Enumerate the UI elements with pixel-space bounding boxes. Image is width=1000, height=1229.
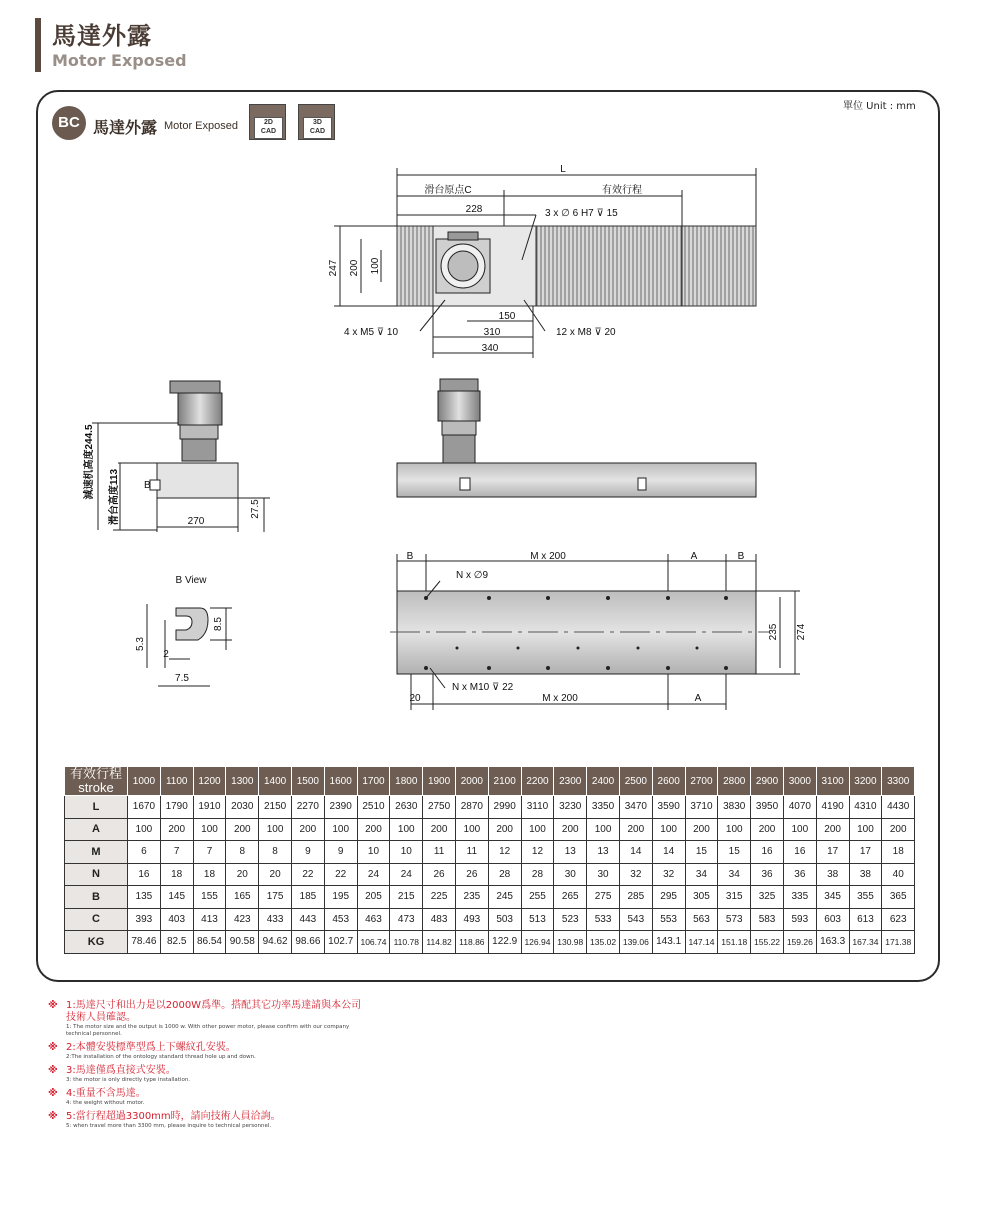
table-cell: 22 <box>291 863 324 886</box>
table-cell: 2150 <box>259 796 292 819</box>
table-header-stroke-value: 2600 <box>652 767 685 796</box>
table-cell: 200 <box>357 818 390 841</box>
table-cell: 305 <box>685 886 718 909</box>
table-row-label: KG <box>65 931 128 954</box>
table-cell: 2510 <box>357 796 390 819</box>
table-cell: 3110 <box>521 796 554 819</box>
dim-2: 2 <box>163 649 169 660</box>
table-cell: 255 <box>521 886 554 909</box>
table-cell: 403 <box>160 908 193 931</box>
model-badge: BC <box>52 106 86 140</box>
table-cell: 14 <box>652 841 685 864</box>
table-header-stroke-value: 1500 <box>291 767 324 796</box>
table-cell: 200 <box>685 818 718 841</box>
table-header-row <box>65 767 915 796</box>
dim-7-5: 7.5 <box>175 673 189 684</box>
table-cell: 573 <box>718 908 751 931</box>
table-header-stroke-value: 2000 <box>455 767 488 796</box>
table-cell: 3230 <box>554 796 587 819</box>
table-header-stroke-value: 2800 <box>718 767 751 796</box>
table-cell: 30 <box>587 863 620 886</box>
table-cell: 463 <box>357 908 390 931</box>
cad-2d-download-icon[interactable]: 2D CAD <box>249 104 286 140</box>
note-text-en: 5: when travel more than 3300 mm, please inquire to technical personnel. <box>66 1123 272 1129</box>
table-header-stroke-value: 2700 <box>685 767 718 796</box>
note-text-en: 1: The motor size and the output is 1000 w. With other power motor, please confirm with our company technical personnel. <box>66 1024 350 1037</box>
table-cell: 118.86 <box>455 931 488 954</box>
table-cell: 503 <box>488 908 521 931</box>
table-cell: 82.5 <box>160 931 193 954</box>
table-cell: 100 <box>455 818 488 841</box>
table-header-stroke-value: 1600 <box>324 767 357 796</box>
table-cell: 593 <box>783 908 816 931</box>
table-cell: 523 <box>554 908 587 931</box>
table-header-stroke-value: 2900 <box>751 767 784 796</box>
table-cell: 36 <box>783 863 816 886</box>
note-text-zh: ※ 1:馬達尺寸和出力是以2000W爲準。搭配其它功率馬達請與本公司技術人員確認。 <box>48 1000 362 1023</box>
table-cell: 2270 <box>291 796 324 819</box>
dim-A-top: A <box>690 551 698 562</box>
table-cell: 325 <box>751 886 784 909</box>
note-mark: ※ <box>48 1042 58 1053</box>
note-text-en: 2:The installation of the ontology standard thread hole up and down. <box>66 1054 256 1060</box>
table-cell: 143.1 <box>652 931 685 954</box>
table-cell: 16 <box>783 841 816 864</box>
table-cell: 295 <box>652 886 685 909</box>
table-header-stroke-value: 3200 <box>849 767 882 796</box>
table-cell: 1910 <box>193 796 226 819</box>
table-cell: 265 <box>554 886 587 909</box>
table-cell: 443 <box>291 908 324 931</box>
table-cell: 200 <box>423 818 456 841</box>
table-cell: 2870 <box>455 796 488 819</box>
note-text-zh: ※ 4:重量不含馬達。 <box>48 1088 146 1099</box>
table-cell: 100 <box>390 818 423 841</box>
table-row <box>65 863 915 886</box>
table-cell: 7 <box>160 841 193 864</box>
table-row <box>65 818 915 841</box>
note-item <box>48 1065 368 1084</box>
table-cell: 100 <box>849 818 882 841</box>
table-cell: 543 <box>619 908 652 931</box>
table-header-stroke-value: 2400 <box>587 767 620 796</box>
table-cell: 1670 <box>128 796 161 819</box>
table-cell: 15 <box>718 841 751 864</box>
note-mark: ※ <box>48 1088 58 1099</box>
table-cell: 200 <box>619 818 652 841</box>
table-cell: 167.34 <box>849 931 882 954</box>
table-header-stroke-value: 2200 <box>521 767 554 796</box>
table-cell: 24 <box>357 863 390 886</box>
table-header-stroke: 有效行程 stroke <box>65 767 128 796</box>
table-cell: 145 <box>160 886 193 909</box>
table-cell: 17 <box>849 841 882 864</box>
table-cell: 36 <box>751 863 784 886</box>
table-cell: 155 <box>193 886 226 909</box>
b-view-title: B View <box>175 575 207 586</box>
table-row-label: N <box>65 863 128 886</box>
table-header-stroke-value: 1400 <box>259 767 292 796</box>
dim-235: 235 <box>768 623 779 641</box>
label-B-arrow: B <box>144 480 151 491</box>
table-row <box>65 796 915 819</box>
table-cell: 114.82 <box>423 931 456 954</box>
table-cell: 2990 <box>488 796 521 819</box>
table-cell: 4070 <box>783 796 816 819</box>
table-header-stroke-value: 1200 <box>193 767 226 796</box>
table-cell: 28 <box>521 863 554 886</box>
table-cell: 3590 <box>652 796 685 819</box>
table-cell: 453 <box>324 908 357 931</box>
table-header-stroke-value: 1700 <box>357 767 390 796</box>
table-cell: 563 <box>685 908 718 931</box>
dim-100: 100 <box>370 257 381 275</box>
dim-27-5: 27.5 <box>250 499 261 519</box>
table-cell: 10 <box>390 841 423 864</box>
table-cell: 2630 <box>390 796 423 819</box>
cad-3d-download-icon[interactable]: 3D CAD <box>298 104 335 140</box>
table-cell: 106.74 <box>357 931 390 954</box>
spec-table <box>64 766 915 954</box>
table-cell: 38 <box>816 863 849 886</box>
table-row <box>65 931 915 954</box>
note-mark: ※ <box>48 1065 58 1076</box>
table-cell: 185 <box>291 886 324 909</box>
table-header-stroke-value: 1000 <box>128 767 161 796</box>
table-cell: 200 <box>816 818 849 841</box>
note-item <box>48 1042 368 1061</box>
table-cell: 2750 <box>423 796 456 819</box>
table-cell: 355 <box>849 886 882 909</box>
note-text-zh: ※ 5:當行程超過3300mm時，請向技術人員洽詢。 <box>48 1111 281 1122</box>
dim-A-bottom: A <box>694 693 702 704</box>
note-text-en: 3: the motor is only directly type installation. <box>66 1077 191 1083</box>
table-cell: 32 <box>652 863 685 886</box>
page-subtitle: Motor Exposed <box>52 51 187 70</box>
label-m5-holes: 4 x M5 ⊽ 10 <box>344 327 399 338</box>
table-cell: 393 <box>128 908 161 931</box>
table-cell: 4310 <box>849 796 882 819</box>
table-cell: 155.22 <box>751 931 784 954</box>
table-cell: 583 <box>751 908 784 931</box>
table-cell: 433 <box>259 908 292 931</box>
table-header-stroke-value: 1100 <box>160 767 193 796</box>
dim-270: 270 <box>187 516 205 527</box>
dim-340: 340 <box>481 343 499 354</box>
dim-8-5: 8.5 <box>213 617 224 631</box>
table-cell: 13 <box>587 841 620 864</box>
table-cell: 345 <box>816 886 849 909</box>
table-header-stroke-value: 2300 <box>554 767 587 796</box>
section-title: 馬達外露 <box>93 118 158 137</box>
table-cell: 3350 <box>587 796 620 819</box>
table-cell: 98.66 <box>291 931 324 954</box>
table-cell: 28 <box>488 863 521 886</box>
table-cell: 22 <box>324 863 357 886</box>
table-row-label: A <box>65 818 128 841</box>
dim-B-left: B <box>406 551 414 562</box>
unit-label: 單位 Unit : mm <box>843 101 916 112</box>
table-cell: 94.62 <box>259 931 292 954</box>
table-cell: 3470 <box>619 796 652 819</box>
table-cell: 2390 <box>324 796 357 819</box>
table-cell: 26 <box>455 863 488 886</box>
dim-Mx200-bottom: M x 200 <box>542 693 578 704</box>
table-cell: 6 <box>128 841 161 864</box>
table-cell: 200 <box>291 818 324 841</box>
table-row-label: B <box>65 886 128 909</box>
table-cell: 200 <box>554 818 587 841</box>
dim-5-3: 5.3 <box>135 637 146 651</box>
table-cell: 11 <box>423 841 456 864</box>
table-cell: 122.9 <box>488 931 521 954</box>
table-cell: 3830 <box>718 796 751 819</box>
dim-310: 310 <box>483 327 501 338</box>
table-cell: 205 <box>357 886 390 909</box>
table-cell: 4430 <box>882 796 915 819</box>
dim-B-right: B <box>737 551 745 562</box>
table-cell: 14 <box>619 841 652 864</box>
table-cell: 126.94 <box>521 931 554 954</box>
table-cell: 16 <box>751 841 784 864</box>
notes-section <box>48 1000 368 1134</box>
table-header-stroke-value: 1900 <box>423 767 456 796</box>
note-item <box>48 1000 368 1038</box>
table-cell: 20 <box>226 863 259 886</box>
table-cell: 235 <box>455 886 488 909</box>
table-cell: 10 <box>357 841 390 864</box>
table-row <box>65 841 915 864</box>
table-cell: 9 <box>324 841 357 864</box>
note-item <box>48 1111 368 1130</box>
table-cell: 483 <box>423 908 456 931</box>
page-title: 馬達外露 <box>52 22 152 50</box>
side-elevation <box>397 379 756 497</box>
note-item <box>48 1088 368 1107</box>
note-text-zh: ※ 3:馬達僅爲直接式安裝。 <box>48 1065 176 1076</box>
table-cell: 275 <box>587 886 620 909</box>
table-cell: 100 <box>718 818 751 841</box>
table-cell: 200 <box>882 818 915 841</box>
section-subtitle: Motor Exposed <box>164 120 238 132</box>
table-header-stroke-value: 2500 <box>619 767 652 796</box>
table-cell: 413 <box>193 908 226 931</box>
table-cell: 200 <box>226 818 259 841</box>
label-slide-origin: 滑台原点C <box>424 185 472 196</box>
table-cell: 7 <box>193 841 226 864</box>
table-cell: 100 <box>193 818 226 841</box>
table-cell: 11 <box>455 841 488 864</box>
table-cell: 553 <box>652 908 685 931</box>
table-cell: 18 <box>160 863 193 886</box>
table-cell: 215 <box>390 886 423 909</box>
table-cell: 623 <box>882 908 915 931</box>
table-cell: 3710 <box>685 796 718 819</box>
table-cell: 12 <box>488 841 521 864</box>
table-cell: 13 <box>554 841 587 864</box>
table-cell: 100 <box>128 818 161 841</box>
table-cell: 100 <box>587 818 620 841</box>
table-cell: 285 <box>619 886 652 909</box>
label-reducer-height: 減速机高度244.5 <box>84 424 95 500</box>
table-cell: 38 <box>849 863 882 886</box>
table-header-stroke-value: 3100 <box>816 767 849 796</box>
table-cell: 603 <box>816 908 849 931</box>
table-cell: 26 <box>423 863 456 886</box>
table-cell: 4190 <box>816 796 849 819</box>
note-mark: ※ <box>48 1000 58 1011</box>
table-cell: 78.46 <box>128 931 161 954</box>
table-cell: 2030 <box>226 796 259 819</box>
table-cell: 100 <box>783 818 816 841</box>
dim-150: 150 <box>498 311 516 322</box>
table-cell: 245 <box>488 886 521 909</box>
table-cell: 32 <box>619 863 652 886</box>
table-cell: 135.02 <box>587 931 620 954</box>
table-cell: 30 <box>554 863 587 886</box>
label-pin-holes: 3 x ∅ 6 H7 ⊽ 15 <box>545 208 618 219</box>
table-cell: 200 <box>488 818 521 841</box>
table-cell: 423 <box>226 908 259 931</box>
label-m8-holes: 12 x M8 ⊽ 20 <box>556 327 616 338</box>
note-text-zh: ※ 2:本體安裝標準型爲上下螺紋孔安裝。 <box>48 1042 236 1053</box>
table-row-label: M <box>65 841 128 864</box>
table-cell: 159.26 <box>783 931 816 954</box>
table-cell: 513 <box>521 908 554 931</box>
table-cell: 110.78 <box>390 931 423 954</box>
table-cell: 86.54 <box>193 931 226 954</box>
table-header-stroke-value: 3300 <box>882 767 915 796</box>
dim-274: 274 <box>796 623 807 641</box>
table-cell: 9 <box>291 841 324 864</box>
table-cell: 139.06 <box>619 931 652 954</box>
table-cell: 40 <box>882 863 915 886</box>
table-cell: 195 <box>324 886 357 909</box>
table-cell: 18 <box>882 841 915 864</box>
table-cell: 34 <box>685 863 718 886</box>
table-cell: 613 <box>849 908 882 931</box>
table-cell: 365 <box>882 886 915 909</box>
table-cell: 100 <box>652 818 685 841</box>
table-cell: 34 <box>718 863 751 886</box>
dim-228: 228 <box>465 204 483 215</box>
table-header-stroke-value: 1800 <box>390 767 423 796</box>
dim-20: 20 <box>409 693 421 704</box>
table-cell: 175 <box>259 886 292 909</box>
table-header-stroke-value: 1300 <box>226 767 259 796</box>
table-header-stroke-value: 3000 <box>783 767 816 796</box>
table-cell: 100 <box>324 818 357 841</box>
table-cell: 130.98 <box>554 931 587 954</box>
table-cell: 100 <box>521 818 554 841</box>
label-m10-holes: N x M10 ⊽ 22 <box>452 682 514 693</box>
table-cell: 225 <box>423 886 456 909</box>
table-cell: 102.7 <box>324 931 357 954</box>
table-cell: 1790 <box>160 796 193 819</box>
table-cell: 90.58 <box>226 931 259 954</box>
table-cell: 200 <box>751 818 784 841</box>
table-cell: 473 <box>390 908 423 931</box>
table-cell: 493 <box>455 908 488 931</box>
dim-200: 200 <box>349 259 360 277</box>
table-cell: 16 <box>128 863 161 886</box>
table-header-stroke-value: 2100 <box>488 767 521 796</box>
table-row <box>65 908 915 931</box>
table-cell: 18 <box>193 863 226 886</box>
table-cell: 24 <box>390 863 423 886</box>
table-cell: 151.18 <box>718 931 751 954</box>
table-cell: 171.38 <box>882 931 915 954</box>
b-view <box>147 604 232 686</box>
table-cell: 3950 <box>751 796 784 819</box>
table-cell: 315 <box>718 886 751 909</box>
table-row <box>65 886 915 909</box>
label-slide-height: 滑台高度113 <box>109 468 120 526</box>
dim-Mx200-top: M x 200 <box>530 551 566 562</box>
table-cell: 20 <box>259 863 292 886</box>
table-cell: 12 <box>521 841 554 864</box>
table-cell: 8 <box>226 841 259 864</box>
dim-L: L <box>560 164 566 175</box>
table-cell: 335 <box>783 886 816 909</box>
table-cell: 135 <box>128 886 161 909</box>
table-cell: 200 <box>160 818 193 841</box>
table-cell: 15 <box>685 841 718 864</box>
table-cell: 100 <box>259 818 292 841</box>
table-cell: 533 <box>587 908 620 931</box>
note-mark: ※ <box>48 1111 58 1122</box>
table-row-label: L <box>65 796 128 819</box>
table-cell: 17 <box>816 841 849 864</box>
table-cell: 165 <box>226 886 259 909</box>
table-cell: 163.3 <box>816 931 849 954</box>
label-n-holes: N x ∅9 <box>456 570 489 581</box>
dim-247: 247 <box>328 259 339 277</box>
table-row-label: C <box>65 908 128 931</box>
note-text-en: 4: the weight without motor. <box>66 1100 145 1106</box>
table-cell: 8 <box>259 841 292 864</box>
label-stroke: 有效行程 <box>602 185 642 196</box>
table-cell: 147.14 <box>685 931 718 954</box>
